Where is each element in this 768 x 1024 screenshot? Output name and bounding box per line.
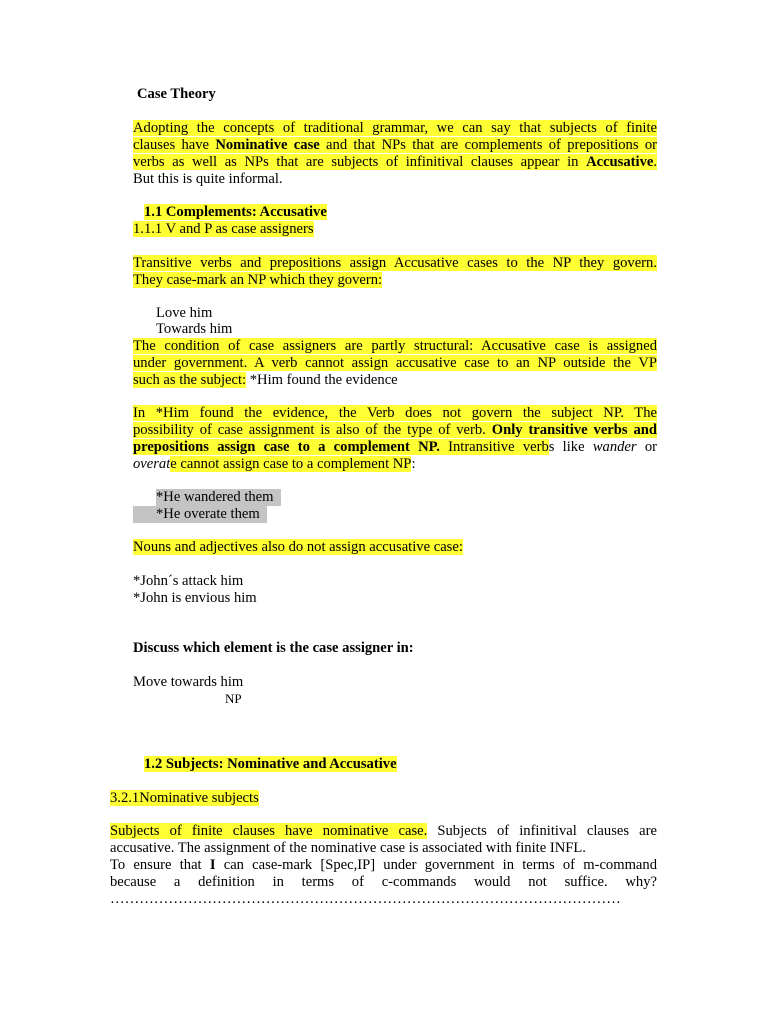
intro-line-3: verbs as well as NPs that are subjects of infinitival clauses appear in Accusative.	[133, 154, 657, 170]
s12-p1-line-2: accusative. The assignment of the nominative case is associated with finite INFL.	[110, 840, 586, 856]
s11-p3-line-4: overate cannot assign case to a complement NP:	[133, 456, 416, 472]
s11-p1-line-2: They case-mark an NP which they govern:	[133, 272, 383, 288]
s11-p2-line-3: such as the subject: *Him found the evidence	[133, 372, 398, 388]
s11-p3-line-3: prepositions assign case to a complement NP. Intransitive verbs like wander or	[133, 439, 657, 455]
s11-p3-line-2: possibility of case assignment is also of the type of verb. Only transitive verbs and	[133, 422, 657, 438]
s12-p1-line-1: Subjects of finite clauses have nominative case. Subjects of infinitival clauses are	[110, 823, 657, 839]
s11-p4: Nouns and adjectives also do not assign accusative case:	[133, 539, 463, 555]
intro-line-1: Adopting the concepts of traditional grammar, we can say that subjects of finite	[133, 120, 657, 136]
example-move-towards-him: Move towards him	[133, 674, 244, 690]
example-john-attack: *John´s attack him	[133, 573, 244, 589]
s11-p3-line-1: In *Him found the evidence, the Verb does not govern the subject NP. The	[133, 405, 657, 421]
example-love-him: Love him	[156, 305, 213, 321]
intro-line-2: clauses have Nominative case and that NPs that are complements of prepositions or	[133, 137, 658, 153]
example-wandered-them: *He wandered them	[156, 489, 281, 506]
intro-line-4: But this is quite informal.	[133, 171, 283, 187]
example-john-envious: *John is envious him	[133, 590, 257, 606]
example-overate-them: *He overate them	[133, 506, 267, 523]
section-heading-1-1: 1.1 Complements: Accusative	[144, 204, 327, 220]
s12-p1-line-4: because a definition in terms of c-commands would not suffice. why?	[110, 874, 657, 890]
np-label: NP	[225, 691, 242, 706]
section-heading-1-2: 1.2 Subjects: Nominative and Accusative	[144, 756, 397, 772]
s12-dotted-line: ……………………………………………………………………………………………	[110, 891, 621, 907]
subsection-heading-3-2-1: 3.2.1Nominative subjects	[110, 790, 259, 806]
s11-p1-line-1: Transitive verbs and prepositions assign Accusative cases to the NP they govern.	[133, 255, 657, 271]
example-towards-him: Towards him	[156, 321, 233, 337]
subsection-heading-1-1-1: 1.1.1 V and P as case assigners	[133, 221, 314, 237]
s12-p1-line-3: To ensure that I can case-mark [Spec,IP] under government in terms of m-command	[110, 857, 657, 873]
s11-p2-line-2: under government. A verb cannot assign accusative case to an NP outside the VP	[133, 355, 657, 371]
document-title: Case Theory	[137, 86, 216, 102]
s11-p2-line-1: The condition of case assigners are partly structural: Accusative case is assigned	[133, 338, 657, 354]
discuss-prompt: Discuss which element is the case assigner in:	[133, 640, 414, 656]
